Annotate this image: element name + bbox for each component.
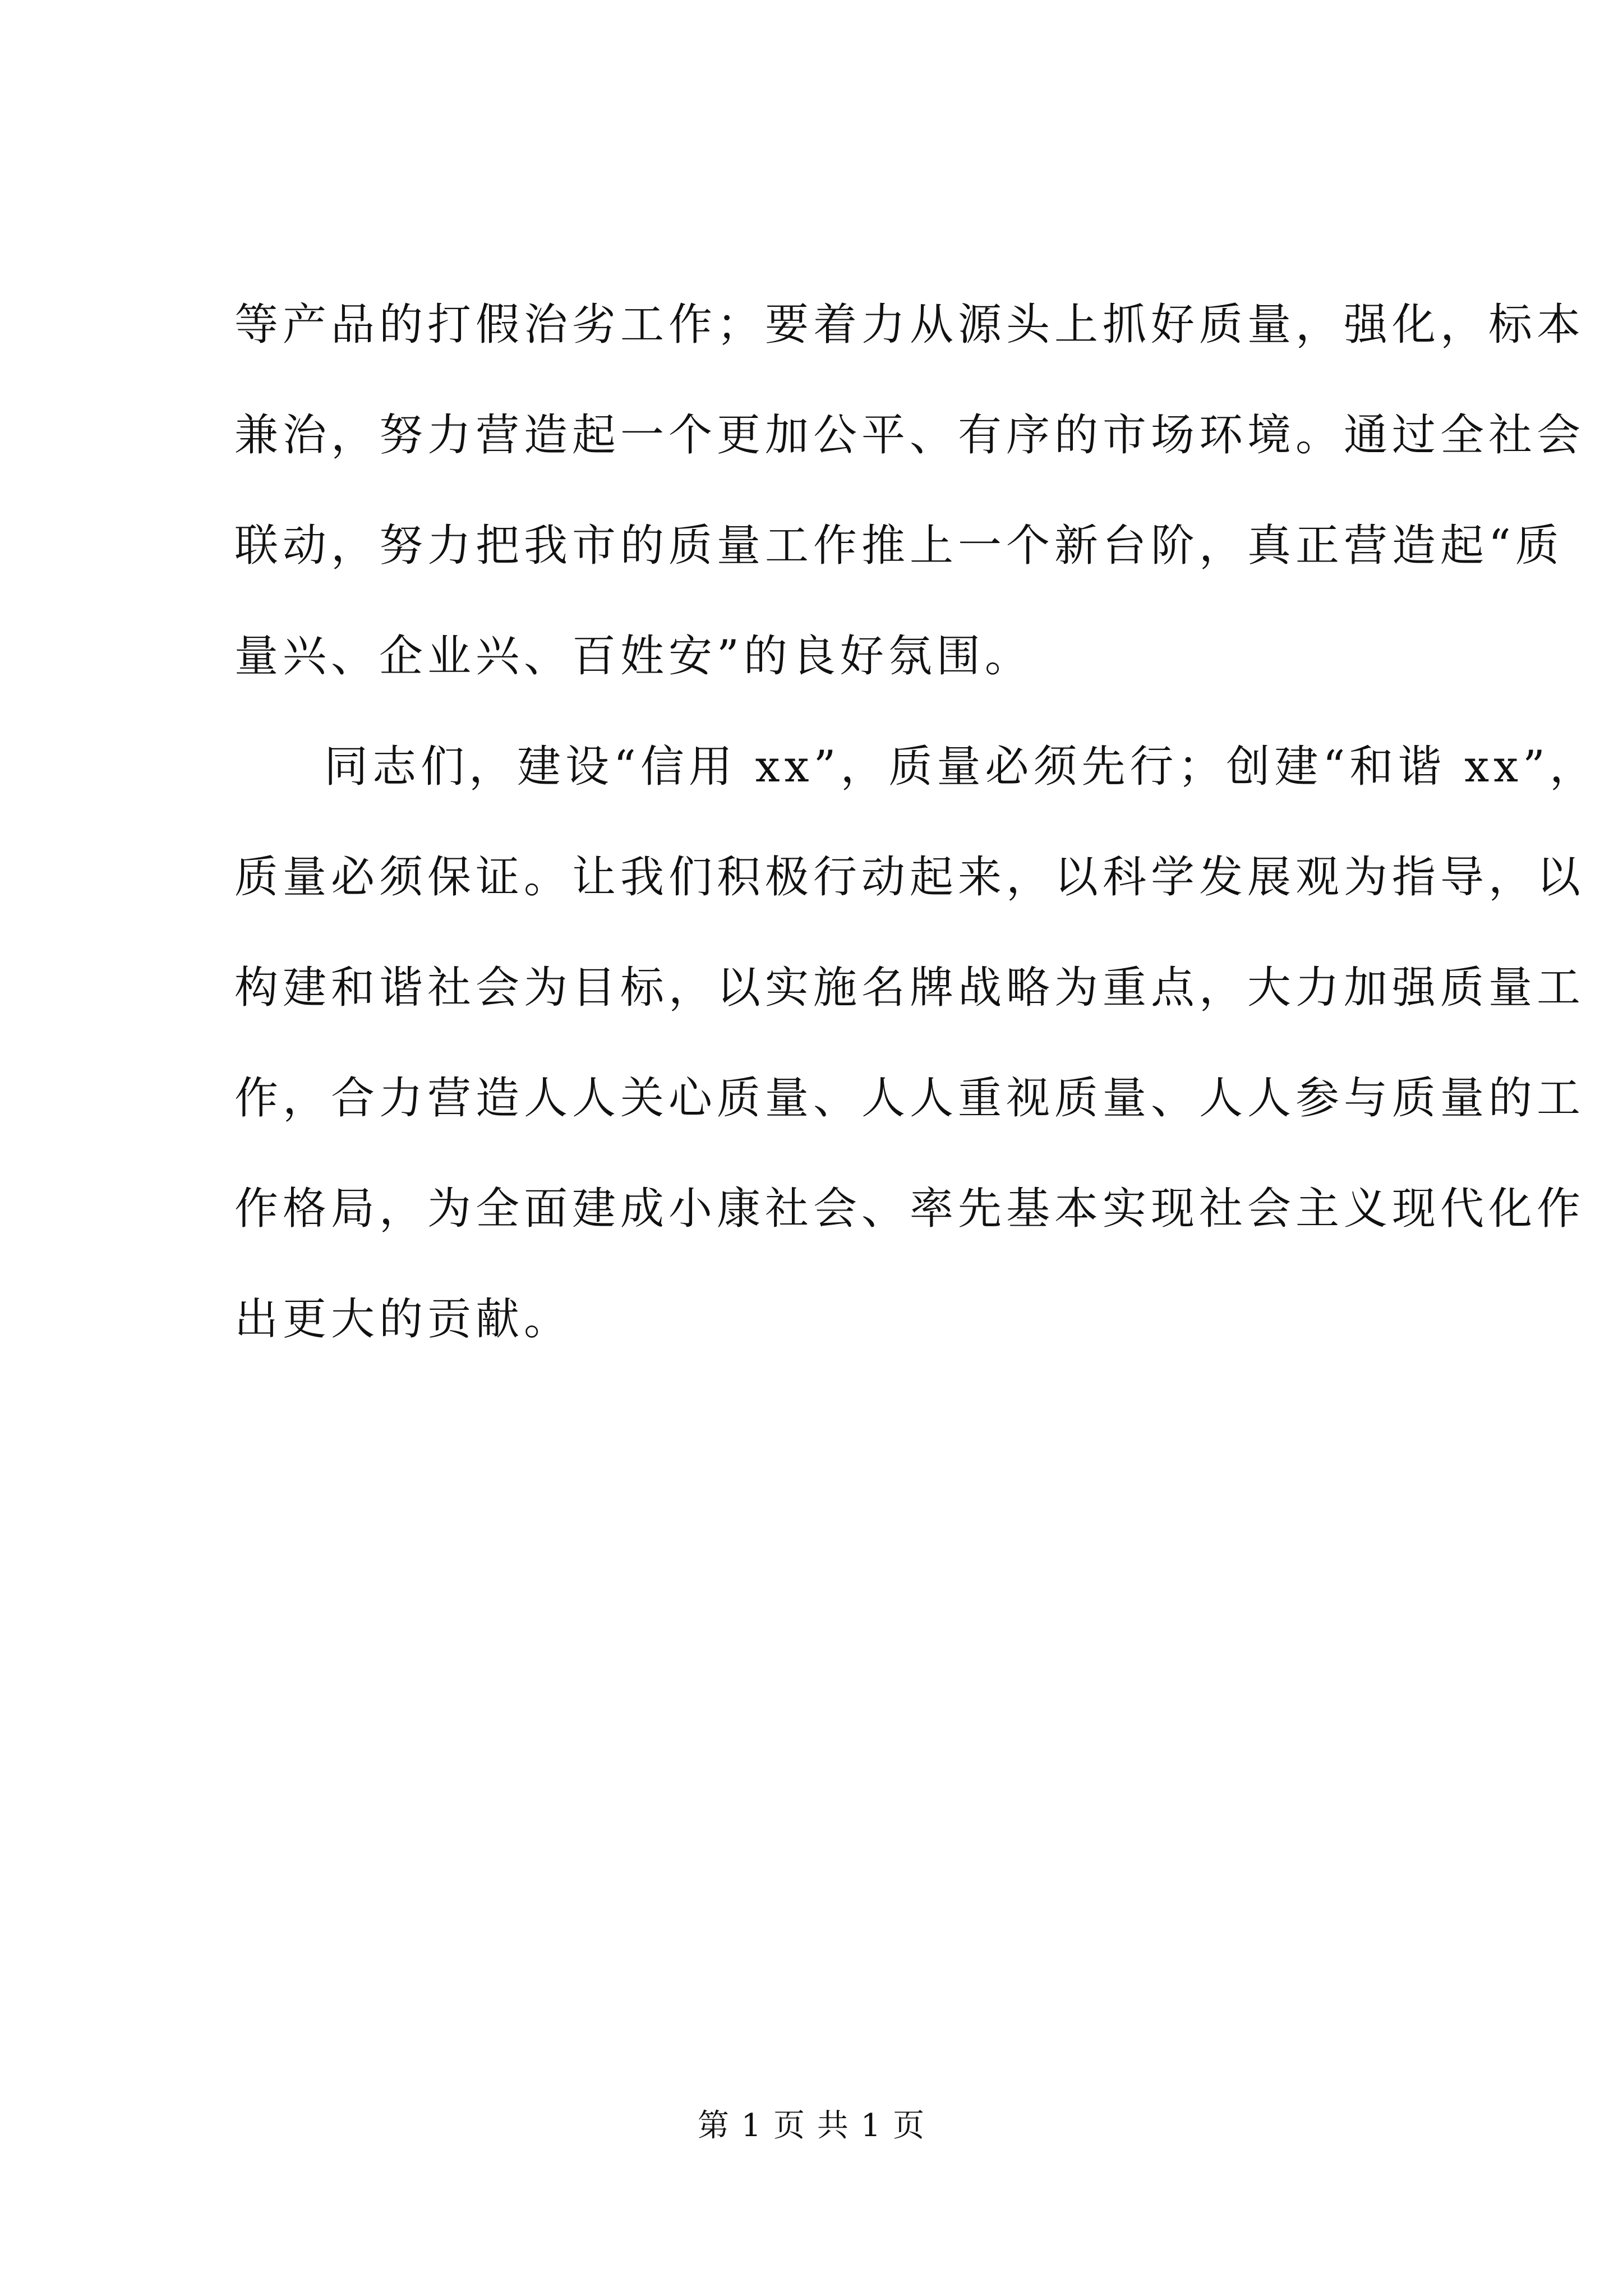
text-line: 量兴、企业兴、百姓安”的良好氛围。 <box>234 631 1033 682</box>
text-line: 质量必须保证。让我们积极行动起来，以科学发展观为指导，以 <box>234 852 1585 903</box>
paragraph-start-line: 同志们，建设“信用 xx”，质量必须先行；创建“和谐 xx”， <box>324 742 1598 792</box>
text-line: 构建和谐社会为目标，以实施名牌战略为重点，大力加强质量工 <box>234 963 1585 1013</box>
text-line: 联动，努力把我市的质量工作推上一个新台阶，真正营造起“质 <box>234 521 1564 571</box>
text-line: 出更大的贡献。 <box>234 1294 573 1345</box>
text-line: 作格局，为全面建成小康社会、率先基本实现社会主义现代化作 <box>234 1184 1585 1234</box>
body-text <box>234 297 1598 1402</box>
text-line: 等产品的打假治劣工作；要着力从源头上抓好质量，强化，标本 <box>234 300 1585 350</box>
text-line: 作，合力营造人人关心质量、人人重视质量、人人参与质量的工 <box>234 1073 1585 1124</box>
text-line: 兼治，努力营造起一个更加公平、有序的市场环境。通过全社会 <box>234 410 1585 461</box>
page-footer: 第 1 页 共 1 页 <box>697 2108 926 2144</box>
